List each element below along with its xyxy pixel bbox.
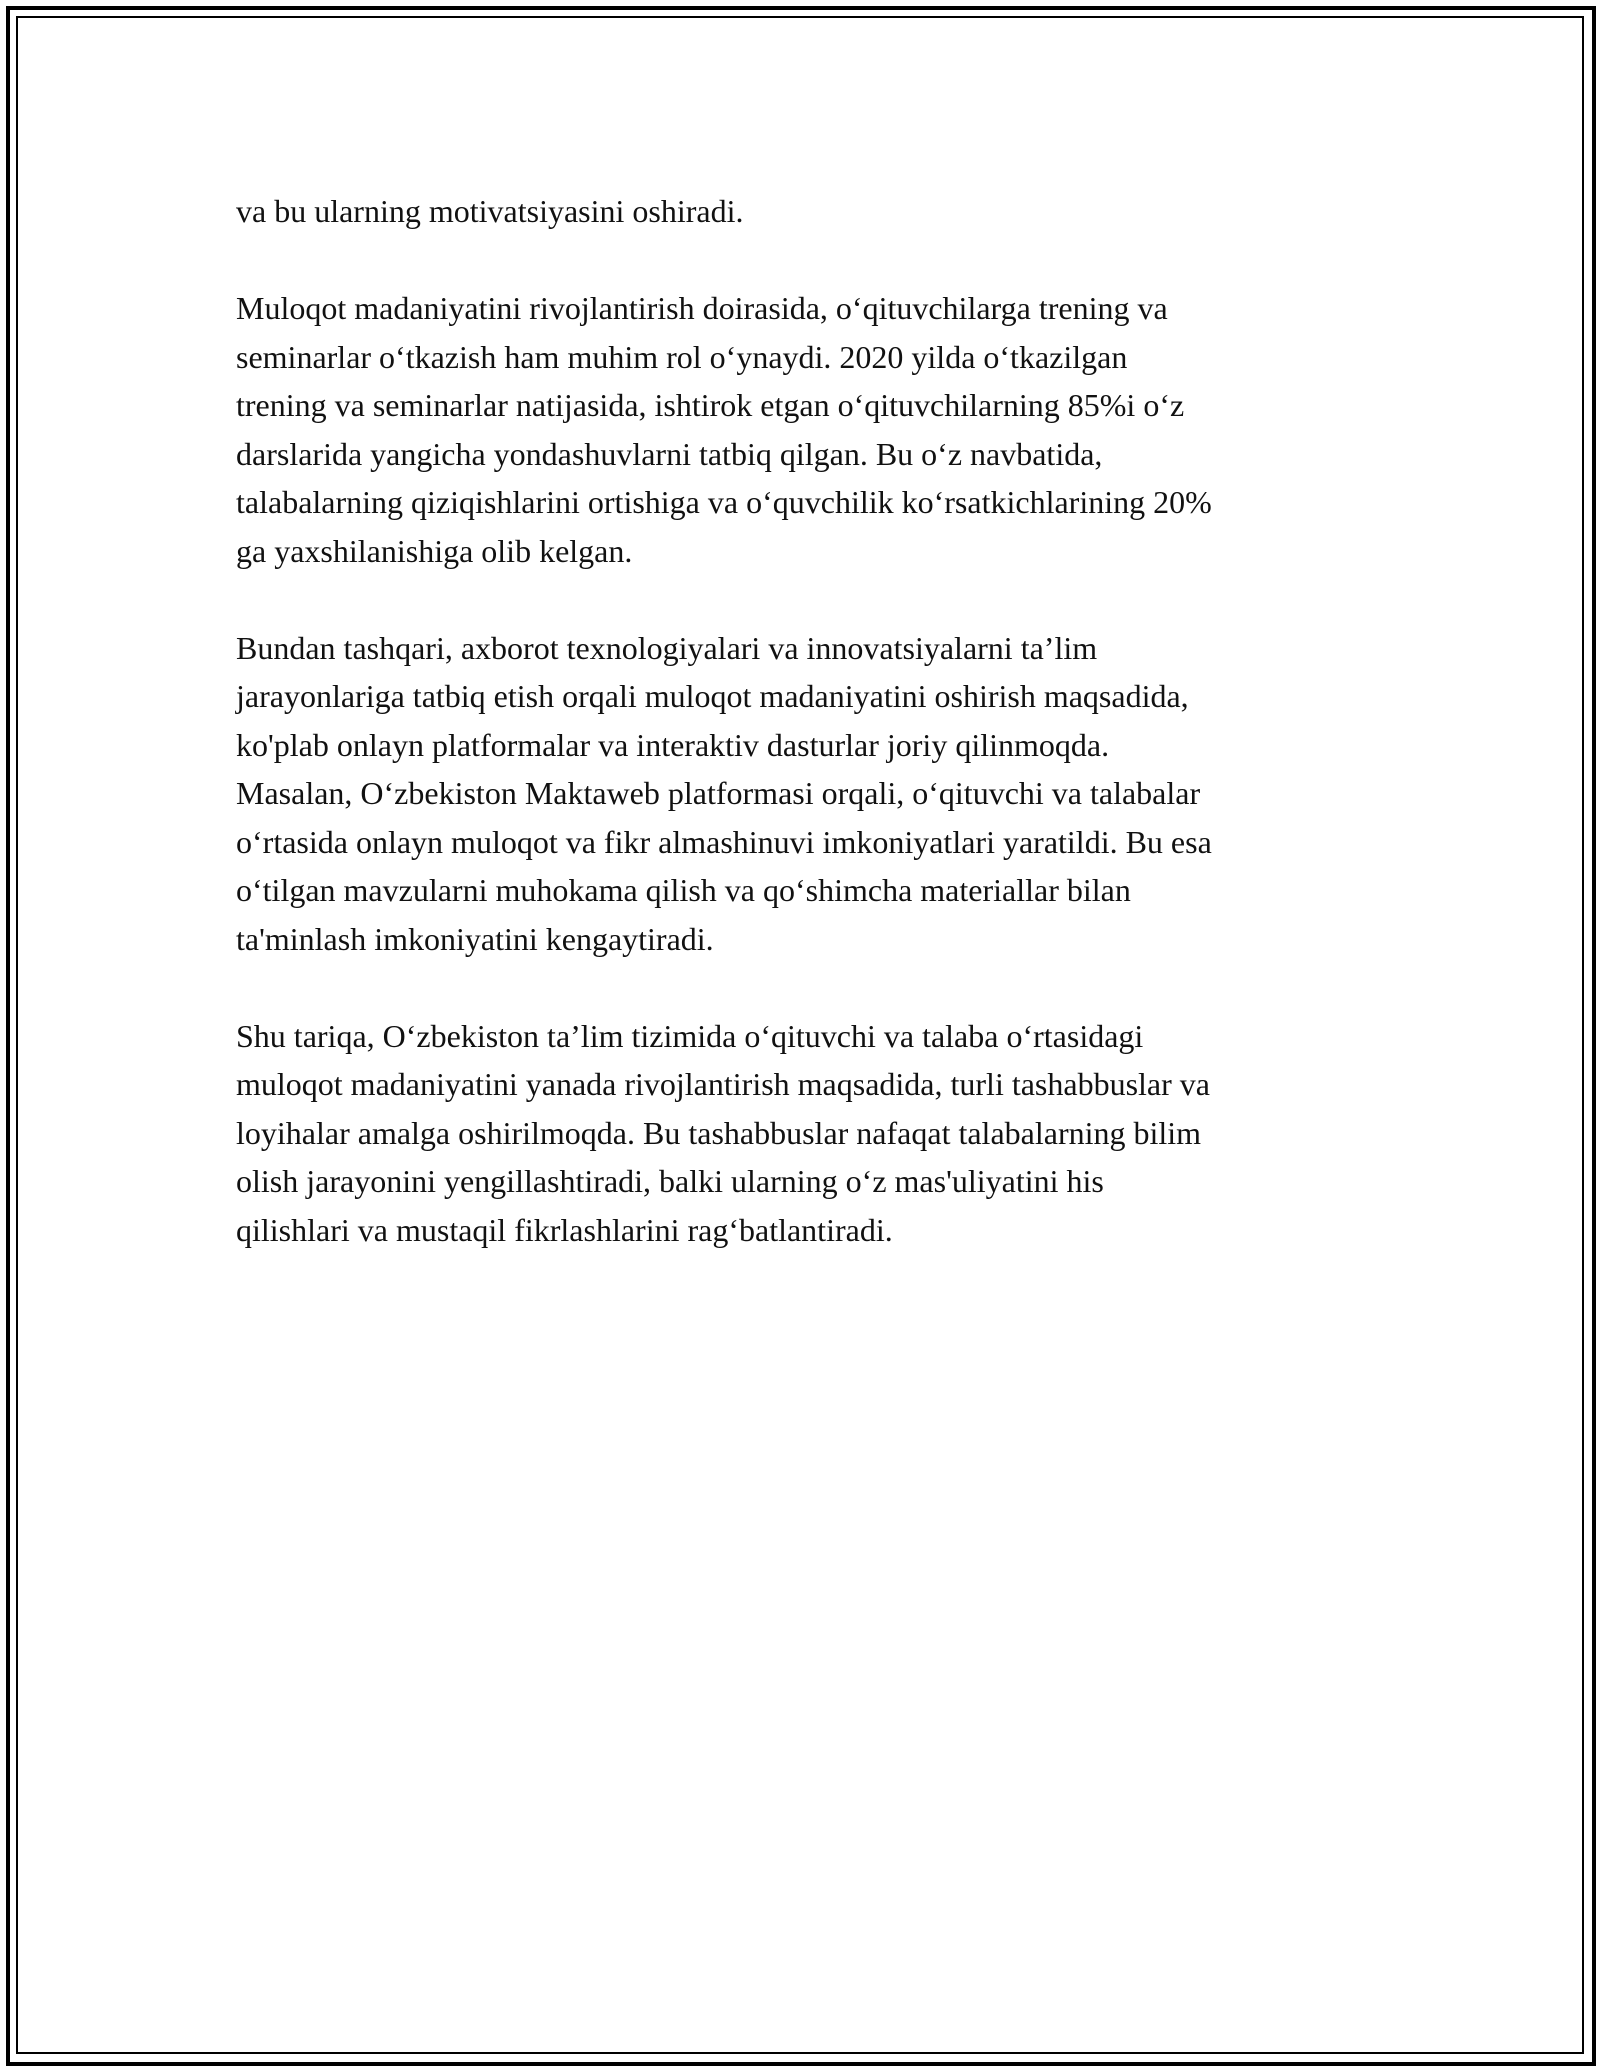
paragraph-conclusion: Shu tariqa, O‘zbekiston ta’lim tizimida o‘qituvchi va talaba o‘rtasidagi muloqot madaniyatini yanada rivojlantirish maqsadida, turli tashabbuslar va loyihalar amalga oshirilmoqda. Bu tashabbuslar nafaqat talabalarning bilim olish jarayonini yengillashtiradi, balki ularning o‘z mas'uliyatini his qilishlari va mustaqil fikrlashlarini rag‘batlantiradi. xyxy=(236,1017,1210,1248)
document-body xyxy=(236,187,1366,1303)
paragraph-teacher-training: Muloqot madaniyatini rivojlantirish doirasida, o‘qituvchilarga trening va seminarlar o‘tkazish ham muhim rol o‘ynaydi. 2020 yilda o‘tkazilgan trening va seminarlar natijasida, ishtirok etgan o‘qituvchilarning 85%i o‘z darslarida yangicha yondashuvlarni tatbiq qilgan. Bu o‘z navbatida, talabalarning qiziqishlarini ortishiga va o‘quvchilik ko‘rsatkichlarining 20% ga yaxshilanishiga olib kelgan. xyxy=(236,290,1212,569)
paragraph-online-platforms: Bundan tashqari, axborot texnologiyalari va innovatsiyalarni ta’lim jarayonlariga tatbiq etish orqali muloqot madaniyatini oshirish maqsadida, ko'plab onlayn platformalar va interaktiv dasturlar joriy qilinmoqda. Masalan, O‘zbekiston Maktaweb platformasi orqali, o‘qituvchi va talabalar o‘rtasida onlayn muloqot va fikr almashinuvi imkoniyatlari yaratildi. Bu esa o‘tilgan mavzularni muhokama qilish va qo‘shimcha materiallar bilan ta'minlash imkoniyatini kengaytiradi. xyxy=(236,629,1212,957)
paragraph-continuation: va bu ularning motivatsiyasini oshiradi. xyxy=(236,193,744,229)
